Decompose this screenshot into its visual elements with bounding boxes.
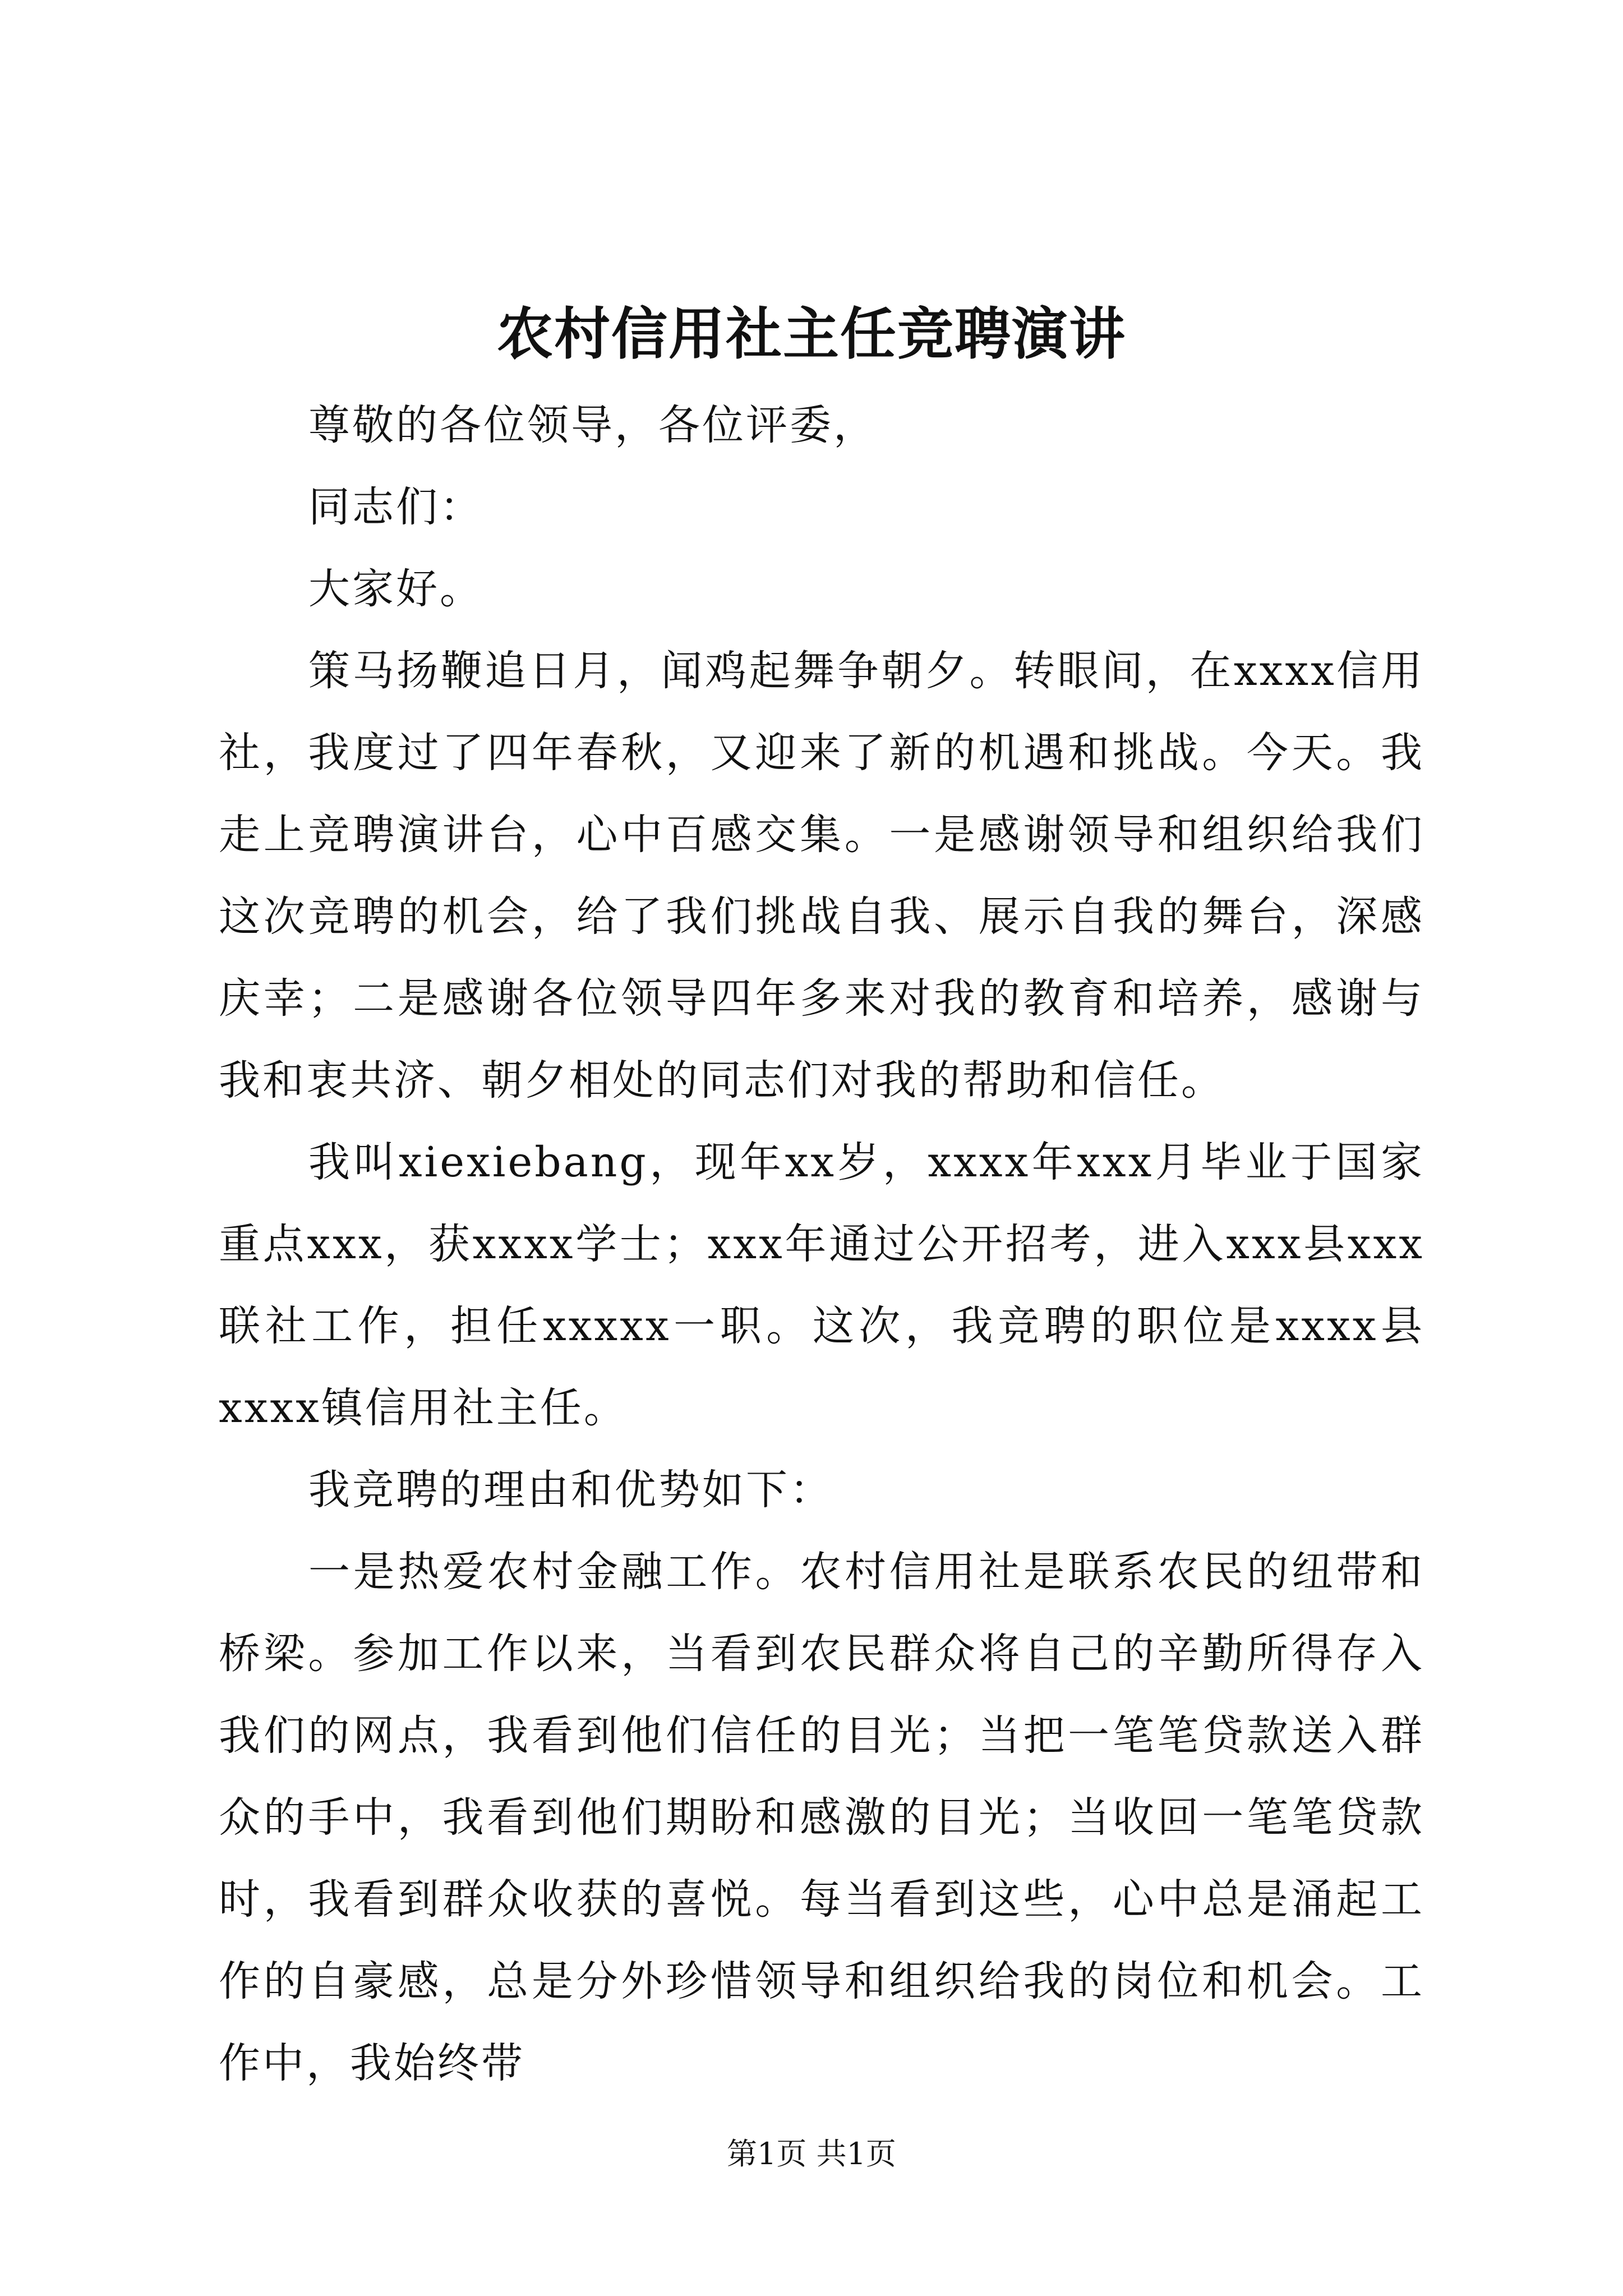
document-title: 农村信用社主任竞聘演讲 bbox=[497, 301, 1126, 367]
paragraph-reasons-heading: 我竞聘的理由和优势如下： bbox=[308, 1466, 833, 1514]
salutation-leaders: 尊敬的各位领导，各位评委， bbox=[308, 401, 877, 449]
paragraph-self-introduction: 我叫xiexiebang，现年xx岁，xxxx年xxx月毕业于国家重点xxx，获xxxx学士；xxx年通过公开招考，进入xxx县xxx联社工作，担任xxxxx一职。这次，我竞聘的职位是xxxx县xxxx镇信用社主任。 bbox=[219, 1138, 1424, 1432]
paragraph-reason-one: 一是热爱农村金融工作。农村信用社是联系农民的纽带和桥梁。参加工作以来，当看到农民群众将自己的辛勤所得存入我们的网点，我看到他们信任的目光；当把一笔笔贷款送入群众的手中，我看到他们期盼和感激的目光；当收回一笔笔贷款时，我看到群众收获的喜悦。每当看到这些，心中总是涌起工作的自豪感，总是分外珍惜领导和组织给我的岗位和机会。工作中，我始终带 bbox=[219, 1548, 1424, 2087]
salutation-comrades: 同志们： bbox=[308, 483, 483, 531]
greeting: 大家好。 bbox=[308, 565, 483, 613]
page-number-footer: 第1页 共1页 bbox=[727, 2136, 896, 2171]
paragraph-intro: 策马扬鞭追日月，闻鸡起舞争朝夕。转眼间，在xxxx信用社，我度过了四年春秋，又迎来了新的机遇和挑战。今天。我走上竞聘演讲台，心中百感交集。一是感谢领导和组织给我们这次竞聘的机会，给了我们挑战自我、展示自我的舞台，深感庆幸；二是感谢各位领导四年多来对我的教育和培养，感谢与我和衷共济、朝夕相处的同志们对我的帮助和信任。 bbox=[219, 647, 1424, 1105]
document-body bbox=[219, 384, 1424, 2104]
